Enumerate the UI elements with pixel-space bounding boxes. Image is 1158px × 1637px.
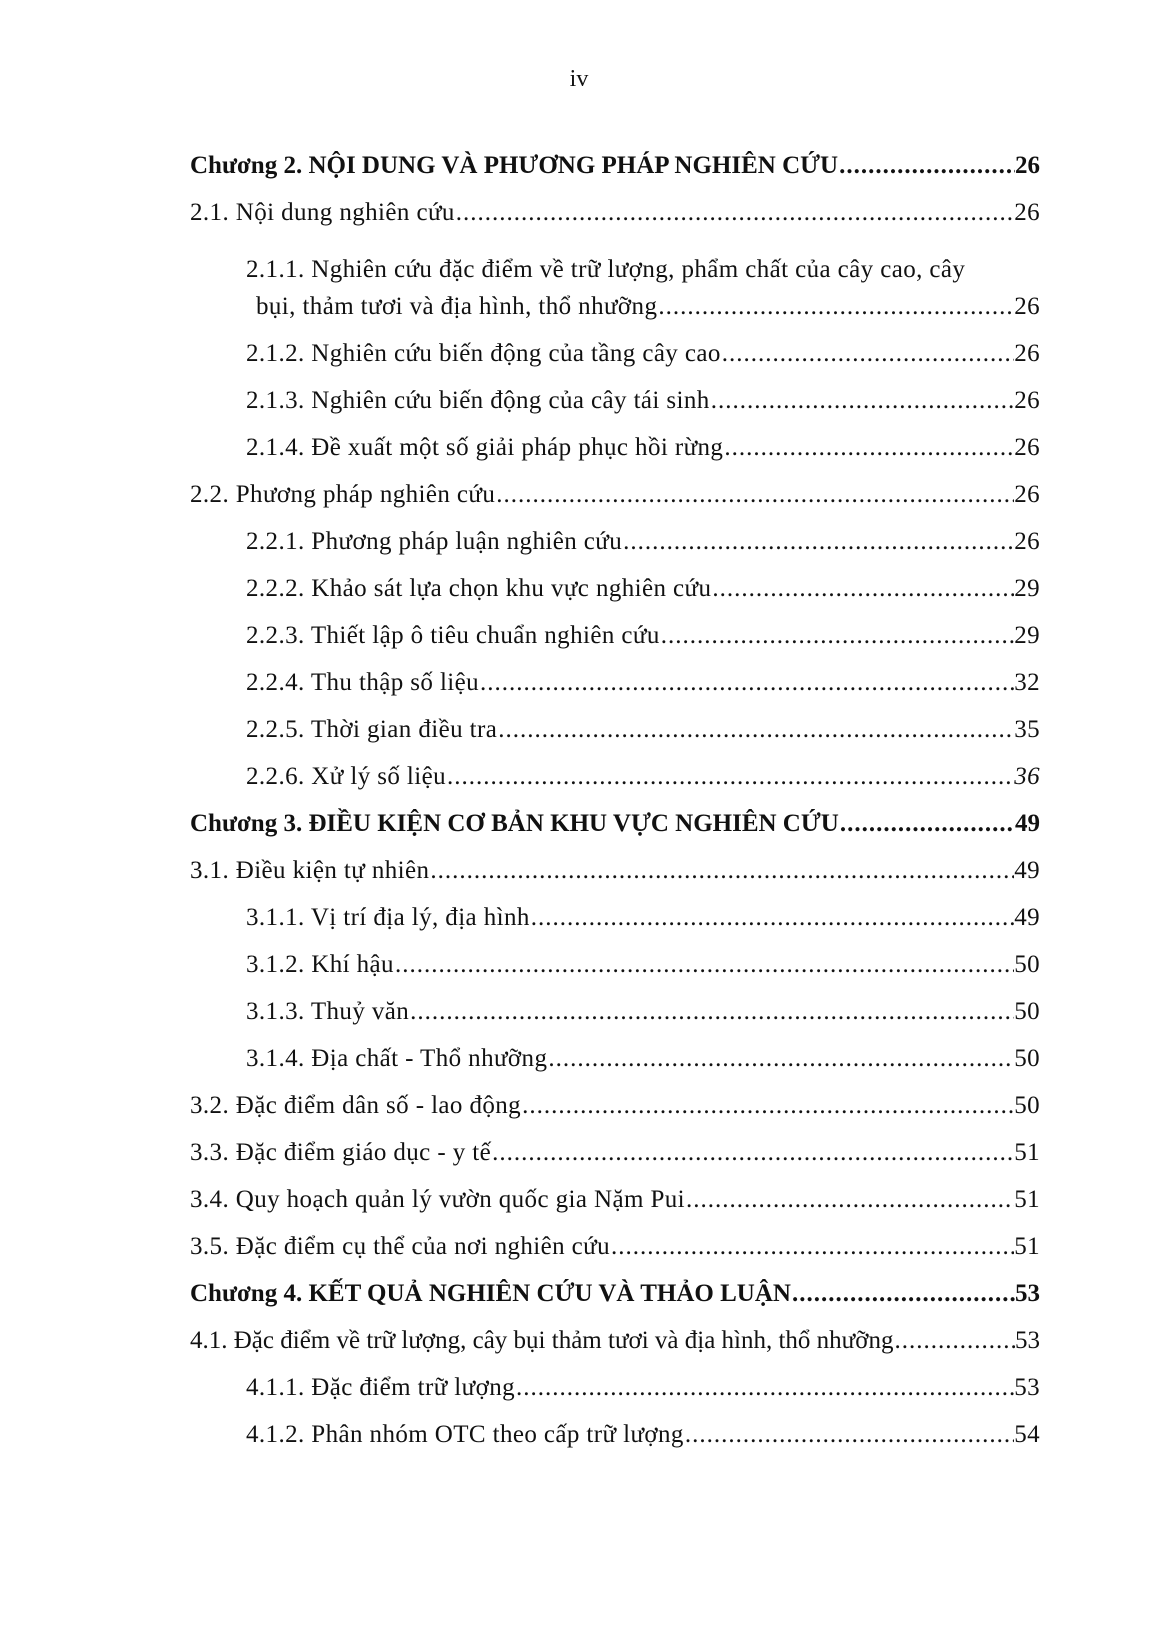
toc-entry-2-1-2[interactable] [190,340,1040,387]
toc-entry-page: 49 [1014,904,1040,931]
toc-entry-text: 2.2.3. Thiết lập ô tiêu chuẩn nghiên cứu [246,622,660,649]
toc-entry-chapter-4[interactable] [190,1280,1040,1327]
toc-entry-text: 3.5. Đặc điểm cụ thể của nơi nghiên cứu [190,1233,611,1260]
toc-entry-text: 3.1.2. Khí hậu [246,951,394,978]
dot-leader [409,998,1014,1026]
toc-entry-page: 26 [1014,528,1040,555]
toc-entry-2-2-4[interactable] [190,669,1040,716]
toc-entry-3-1-4[interactable] [190,1045,1040,1092]
dot-leader [893,1327,1015,1355]
toc-entry-text: 2.2.5. Thời gian điều tra [246,716,498,743]
toc-entry-3-4[interactable] [190,1186,1040,1233]
toc-entry-page: 53 [1015,1280,1040,1307]
dot-leader [429,857,1014,885]
toc-entry-text: 3.1.4. Địa chất - Thổ nhưỡng [246,1045,548,1072]
toc-entry-4-1-2[interactable] [190,1421,1040,1468]
toc-entry-page: 26 [1014,340,1040,367]
toc-entry-3-1-2[interactable] [190,951,1040,998]
dot-leader [839,810,1015,838]
dot-leader [721,340,1014,368]
toc-entry-text: 2.1.1. Nghiên cứu đặc điểm về trữ lượng, phẩm chất của cây cao, cây [246,256,966,283]
dot-leader [660,622,1014,650]
toc-entry-page: 50 [1014,1045,1040,1072]
toc-entry-page: 50 [1014,951,1040,978]
toc-entry-chapter-3[interactable] [190,810,1040,857]
dot-leader [455,199,1014,227]
toc-entry-page: 50 [1014,1092,1040,1119]
dot-leader [497,716,1014,744]
toc-entry-page: 51 [1014,1139,1040,1166]
toc-entry-text: 2.2. Phương pháp nghiên cứu [190,481,496,508]
toc-entry-text: Chương 2. NỘI DUNG VÀ PHƯƠNG PHÁP NGHIÊN CỨU [190,152,839,179]
toc-entry-3-1-3[interactable] [190,998,1040,1045]
toc-entry-text: 4.1.2. Phân nhóm OTC theo cấp trữ lượng [246,1421,684,1448]
dot-leader [521,1092,1014,1120]
dot-leader [622,528,1014,556]
toc-entry-page: 50 [1014,998,1040,1025]
toc-entry-text: 2.2.4. Thu thập số liệu [246,669,480,696]
toc-entry-text: 3.3. Đặc điểm giáo dục - y tế [190,1139,492,1166]
toc-entry-text: Chương 4. KẾT QUẢ NGHIÊN CỨU VÀ THẢO LUẬN [190,1280,791,1307]
toc-entry-text: 2.2.2. Khảo sát lựa chọn khu vực nghiên cứu [246,575,712,602]
toc-entry-4-1-1[interactable] [190,1374,1040,1421]
toc-entry-page: 29 [1014,575,1040,602]
dot-leader [530,904,1014,932]
page-number: iv [569,66,589,92]
dot-leader [685,1186,1014,1214]
toc-entry-text: 2.2.1. Phương pháp luận nghiên cứu [246,528,623,555]
toc-entry-2-2-1[interactable] [190,528,1040,575]
toc-entry-text: 4.1. Đặc điểm về trữ lượng, cây bụi thảm tươi và địa hình, thổ nhưỡng [190,1327,894,1354]
toc-entry-page: 26 [1014,387,1040,414]
dot-leader [495,481,1014,509]
toc-entry-3-1-1[interactable] [190,904,1040,951]
toc-entry-2-1-1-line-2[interactable] [190,293,1040,340]
dot-leader [491,1139,1014,1167]
toc-entry-page: 26 [1014,293,1040,320]
toc-entry-3-5[interactable] [190,1233,1040,1280]
dot-leader [711,575,1014,603]
toc-entry-3-3[interactable] [190,1139,1040,1186]
toc-entry-text: Chương 3. ĐIỀU KIỆN CƠ BẢN KHU VỰC NGHIÊN CỨU [190,810,839,837]
toc-entry-2-2-6[interactable] [190,763,1040,810]
toc-entry-text: 2.2.6. Xử lý số liệu [246,763,447,790]
toc-entry-text: 2.1.2. Nghiên cứu biến động của tầng cây cao [246,340,721,367]
toc-entry-text: 3.1.3. Thuỷ văn [246,998,410,1025]
dot-leader [657,293,1014,321]
dot-leader [710,387,1015,415]
toc-entry-text: 3.1. Điều kiện tự nhiên [190,857,430,884]
toc-entry-page: 26 [1014,199,1040,226]
toc-entry-text: 2.1.4. Đề xuất một số giải pháp phục hồi rừng [246,434,724,461]
toc-entry-2-1-3[interactable] [190,387,1040,434]
toc-entry-3-2[interactable] [190,1092,1040,1139]
toc-entry-text: 3.2. Đặc điểm dân số - lao động [190,1092,522,1119]
dot-leader [515,1374,1014,1402]
toc-entry-page: 26 [1014,481,1040,508]
toc-entry-page: 49 [1015,810,1040,837]
toc-entry-text: 4.1.1. Đặc điểm trữ lượng [246,1374,516,1401]
dot-leader [394,951,1014,979]
toc-entry-2-2-2[interactable] [190,575,1040,622]
toc-entry-2-1-1-line-1[interactable] [190,246,1040,293]
dot-leader [479,669,1014,697]
table-of-contents [190,152,1040,1468]
toc-entry-4-1[interactable] [190,1327,1040,1374]
toc-entry-2-2[interactable] [190,481,1040,528]
toc-entry-page: 53 [1014,1374,1040,1401]
dot-leader [610,1233,1014,1261]
toc-entry-2-1-4[interactable] [190,434,1040,481]
dot-leader [791,1280,1015,1308]
toc-entry-page: 32 [1014,669,1040,696]
toc-entry-page: 51 [1014,1186,1040,1213]
toc-entry-page: 26 [1014,434,1040,461]
toc-entry-3-1[interactable] [190,857,1040,904]
toc-entry-text: 2.1.3. Nghiên cứu biến động của cây tái sinh [246,387,710,414]
toc-entry-page: 36 [1014,763,1040,790]
dot-leader [547,1045,1014,1073]
toc-entry-2-2-5[interactable] [190,716,1040,763]
toc-entry-page: 54 [1014,1421,1040,1448]
toc-entry-page: 35 [1014,716,1040,743]
dot-leader [838,152,1015,180]
toc-entry-text: 3.1.1. Vị trí địa lý, địa hình [246,904,530,931]
dot-leader [684,1421,1014,1449]
toc-entry-text-continuation: bụi, thảm tươi và địa hình, thổ nhưỡng [256,293,658,320]
toc-entry-page: 49 [1014,857,1040,884]
dot-leader [723,434,1014,462]
toc-entry-page: 51 [1014,1233,1040,1260]
toc-entry-text: 3.4. Quy hoạch quản lý vườn quốc gia Nặm Pui [190,1186,685,1213]
toc-entry-2-2-3[interactable] [190,622,1040,669]
toc-entry-chapter-2[interactable] [190,152,1040,199]
toc-entry-text: 2.1. Nội dung nghiên cứu [190,199,455,226]
toc-entry-page: 29 [1014,622,1040,649]
toc-entry-2-1[interactable] [190,199,1040,246]
toc-entry-page: 26 [1015,152,1040,179]
toc-entry-page: 53 [1015,1327,1040,1354]
dot-leader [446,763,1014,791]
